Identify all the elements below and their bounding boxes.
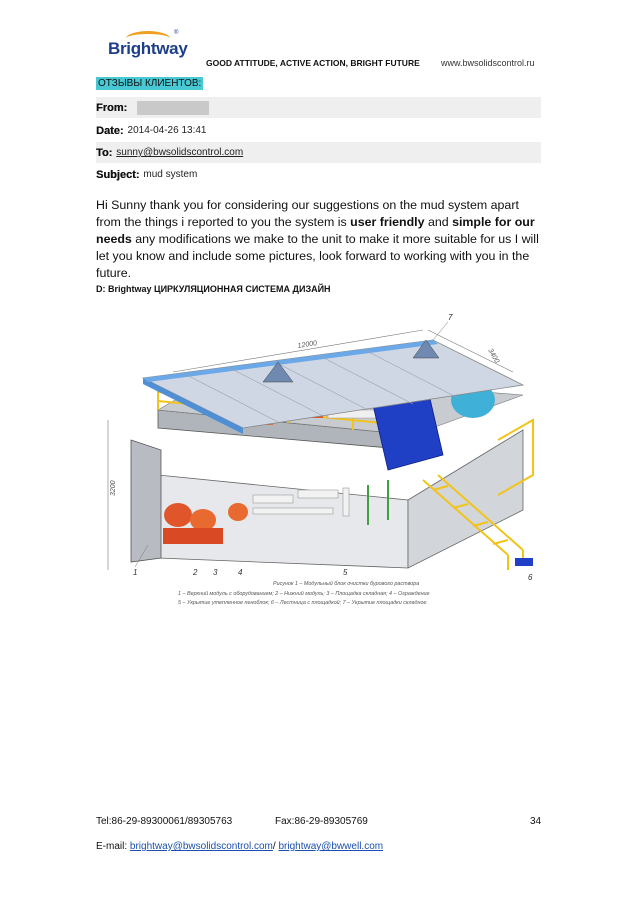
customer-message [96,197,544,282]
email-label: E-mail: [96,841,130,852]
from-label: From: [96,101,128,114]
stair-base-block [515,558,533,566]
redacted-sender [137,101,209,115]
callout-4: 4 [238,568,243,577]
email-to-row [96,142,541,163]
callout-7: 7 [448,313,453,322]
email-separator: / [272,841,279,852]
callout-3: 3 [213,568,218,577]
message-part-3: any modifications we make to the unit to make it more suitable for us I will let you know and include some pictures, look forward to working with you in the future. [96,232,539,280]
footer-tel: Tel:86-29-89300061/89305763 [96,816,233,827]
message-part-2: and [424,215,453,229]
footer-email [96,841,383,852]
date-label: Date: [96,124,124,137]
mud-system-drawing [103,300,553,615]
to-email-link[interactable]: sunny@bwsolidscontrol.com [116,147,244,158]
page-number: 34 [530,816,542,827]
subject-label: Subject: [96,168,140,181]
brightway-logo [108,30,188,63]
callout-5: 5 [343,568,348,577]
to-label: To: [96,146,113,159]
callout-6: 6 [528,573,533,582]
page-header [0,0,638,80]
company-website: www.bwsolidscontrol.ru [441,58,535,68]
dim-height-label: 3200 [110,480,117,496]
company-tagline: GOOD ATTITUDE, ACTIVE ACTION, BRIGHT FUTURE [206,58,420,68]
email-subject-row [96,164,541,185]
subject-value: mud system [143,169,198,180]
footer-email-link-2[interactable]: brightway@bwwell.com [278,841,384,852]
figure-caption-line-1: Рисунок 1 – Модульный блок очистки бурового раствора [273,581,420,587]
open-door-panel [131,440,161,562]
message-bold-simple: simple for our needs [96,215,535,246]
figure-caption-line-2: 1 – Верхний модуль с оборудованием; 2 – Нижний модуль; 3 – Площадка складная; 4 – Ограждение [178,591,430,597]
callout-1: 1 [133,568,138,577]
logo-text: Brightway [108,39,188,58]
design-caption: D: Brightway ЦИРКУЛЯЦИОННАЯ СИСТЕМА ДИЗАЙН [96,284,331,294]
message-part-1: Hi Sunny thank you for considering our suggestions on the mud system apart from the things i reported to you the system is [96,198,519,229]
logo-registered-mark: ® [174,30,179,36]
date-value: 2014-04-26 13:41 [127,125,207,136]
dim-length-label: 12000 [297,340,318,350]
email-from-row [96,97,541,118]
footer-fax: Fax:86-29-89305769 [275,816,368,827]
callout-2: 2 [193,568,198,577]
footer-email-link-1[interactable]: brightway@bwsolidscontrol.com [129,841,273,852]
figure-caption-line-3: 5 – Укрытие утепленное пеноблок; 6 – Лестница с площадкой; 7 – Укрытие площадки складное [178,600,427,606]
dim-width-label: 3400 [486,347,501,365]
message-bold-user-friendly: user friendly [350,215,425,229]
email-date-row [96,120,541,141]
section-label: ОТЗЫВЫ КЛИЕНТОВ: [98,78,202,89]
